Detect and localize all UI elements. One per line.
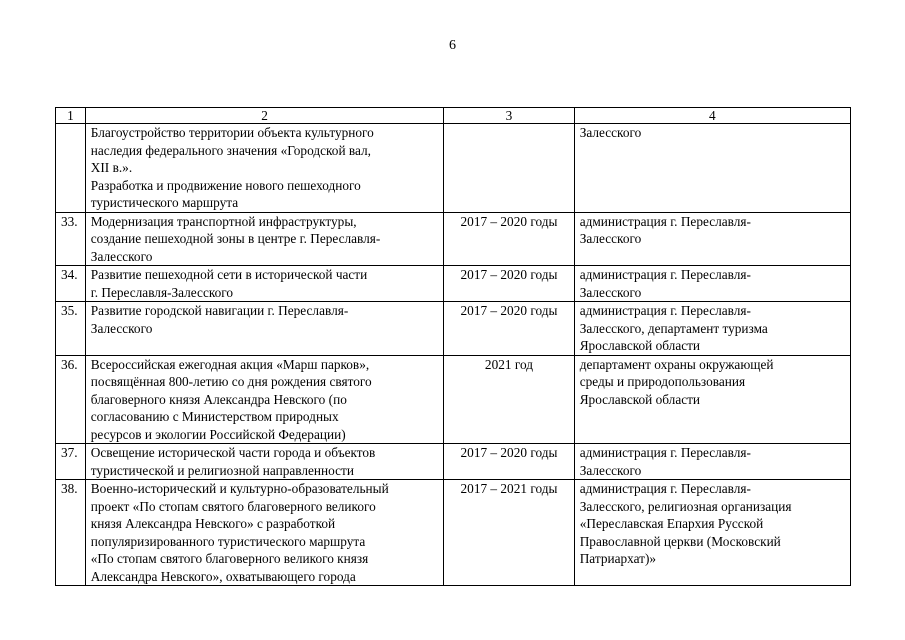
- description-line: проект «По стопам святого благоверного великого: [90, 498, 376, 514]
- description-line: Военно-исторический и культурно-образовательный: [90, 481, 389, 496]
- description-line: Развитие городской навигации г. Переславля-: [90, 303, 349, 318]
- description-line: ресурсов и экологии Российской Федерации): [90, 426, 346, 442]
- description-line: Залесского: [90, 320, 153, 336]
- responsible-line: Залесского, департамент туризма: [579, 320, 768, 336]
- responsible-line: «Переславская Епархия Русской: [579, 516, 764, 531]
- description-line: Освещение исторической части города и объектов: [90, 445, 376, 460]
- period-cell: 2017 – 2020 годы: [444, 444, 574, 480]
- description-line: популяризированного туристического маршрута: [90, 533, 366, 549]
- event-description-cell: [85, 124, 443, 213]
- description-line: XII в.».: [90, 160, 133, 175]
- responsible-cell: [574, 266, 850, 302]
- description-line: туристического маршрута: [90, 195, 239, 210]
- responsible-line: среды и природопользования: [579, 374, 746, 389]
- row-number-cell: [56, 124, 86, 213]
- responsible-line: Патриархат)»: [579, 551, 657, 566]
- row-number-cell: 34.: [56, 266, 86, 302]
- period-cell: [444, 124, 574, 213]
- table-row: [56, 302, 851, 356]
- header-cell-period: 3: [444, 108, 574, 124]
- header-cell-description: 2: [85, 108, 443, 124]
- period-cell: 2017 – 2020 годы: [444, 212, 574, 266]
- table-body: [56, 108, 851, 586]
- responsible-line: департамент охраны окружающей: [579, 356, 774, 372]
- description-line: Александра Невского», охватывающего города: [90, 568, 356, 584]
- responsible-line: Залесского: [579, 284, 642, 300]
- responsible-line: Православной церкви (Московский: [579, 533, 781, 549]
- table-row: [56, 266, 851, 302]
- event-description-cell: [85, 302, 443, 356]
- table-row: [56, 355, 851, 444]
- responsible-line: администрация г. Переславля-: [579, 267, 751, 282]
- description-line: создание пешеходной зоны в центре г. Переславля-: [90, 231, 381, 246]
- description-line: согласованию с Министерством природных: [90, 409, 339, 424]
- responsible-line: Залесского: [579, 125, 642, 140]
- responsible-line: Залесского: [579, 231, 642, 246]
- event-description-cell: [85, 266, 443, 302]
- event-description-cell: [85, 480, 443, 586]
- row-number-cell: 38.: [56, 480, 86, 586]
- period-cell: 2021 год: [444, 355, 574, 444]
- responsible-cell: [574, 444, 850, 480]
- description-line: Залесского: [90, 248, 153, 264]
- event-description-cell: [85, 444, 443, 480]
- description-line: г. Переславля-Залесского: [90, 284, 234, 300]
- responsible-line: администрация г. Переславля-: [579, 445, 751, 460]
- description-line: «По стопам святого благоверного великого князя: [90, 551, 369, 566]
- description-line: посвящённая 800-летию со дня рождения святого: [90, 374, 372, 389]
- description-line: князя Александра Невского» с разработкой: [90, 516, 336, 531]
- responsible-cell: [574, 302, 850, 356]
- responsible-cell: [574, 355, 850, 444]
- table-row: [56, 444, 851, 480]
- responsible-cell: [574, 212, 850, 266]
- events-table: [55, 107, 851, 586]
- responsible-cell: [574, 124, 850, 213]
- row-number-cell: 33.: [56, 212, 86, 266]
- description-line: туристической и религиозной направленности: [90, 462, 354, 478]
- responsible-cell: [574, 480, 850, 586]
- responsible-line: Залесского: [579, 462, 642, 478]
- responsible-line: администрация г. Переславля-: [579, 303, 751, 318]
- event-description-cell: [85, 355, 443, 444]
- table-header-row: [56, 108, 851, 124]
- responsible-line: администрация г. Переславля-: [579, 481, 751, 496]
- description-line: Всероссийская ежегодная акция «Марш парков»,: [90, 356, 370, 372]
- responsible-line: Ярославской области: [579, 391, 701, 407]
- description-line: наследия федерального значения «Городской вал,: [90, 142, 371, 158]
- period-cell: 2017 – 2021 годы: [444, 480, 574, 586]
- row-number-cell: 37.: [56, 444, 86, 480]
- event-description-cell: [85, 212, 443, 266]
- description-line: Разработка и продвижение нового пешеходного: [90, 177, 361, 193]
- page-number: 6: [449, 38, 456, 53]
- table-row: [56, 480, 851, 586]
- header-cell-number: 1: [56, 108, 86, 124]
- period-cell: 2017 – 2020 годы: [444, 266, 574, 302]
- header-cell-responsible: 4: [574, 108, 850, 124]
- table-row: [56, 124, 851, 213]
- responsible-line: Ярославской области: [579, 338, 701, 353]
- row-number-cell: 36.: [56, 355, 86, 444]
- description-line: Модернизация транспортной инфраструктуры,: [90, 213, 357, 229]
- responsible-line: Залесского, религиозная организация: [579, 498, 792, 514]
- row-number-cell: 35.: [56, 302, 86, 356]
- description-line: Развитие пешеходной сети в исторической части: [90, 267, 368, 282]
- table-row: [56, 212, 851, 266]
- description-line: Благоустройство территории объекта культурного: [90, 125, 374, 140]
- period-cell: 2017 – 2020 годы: [444, 302, 574, 356]
- description-line: благоверного князя Александра Невского (по: [90, 391, 347, 407]
- responsible-line: администрация г. Переславля-: [579, 213, 751, 229]
